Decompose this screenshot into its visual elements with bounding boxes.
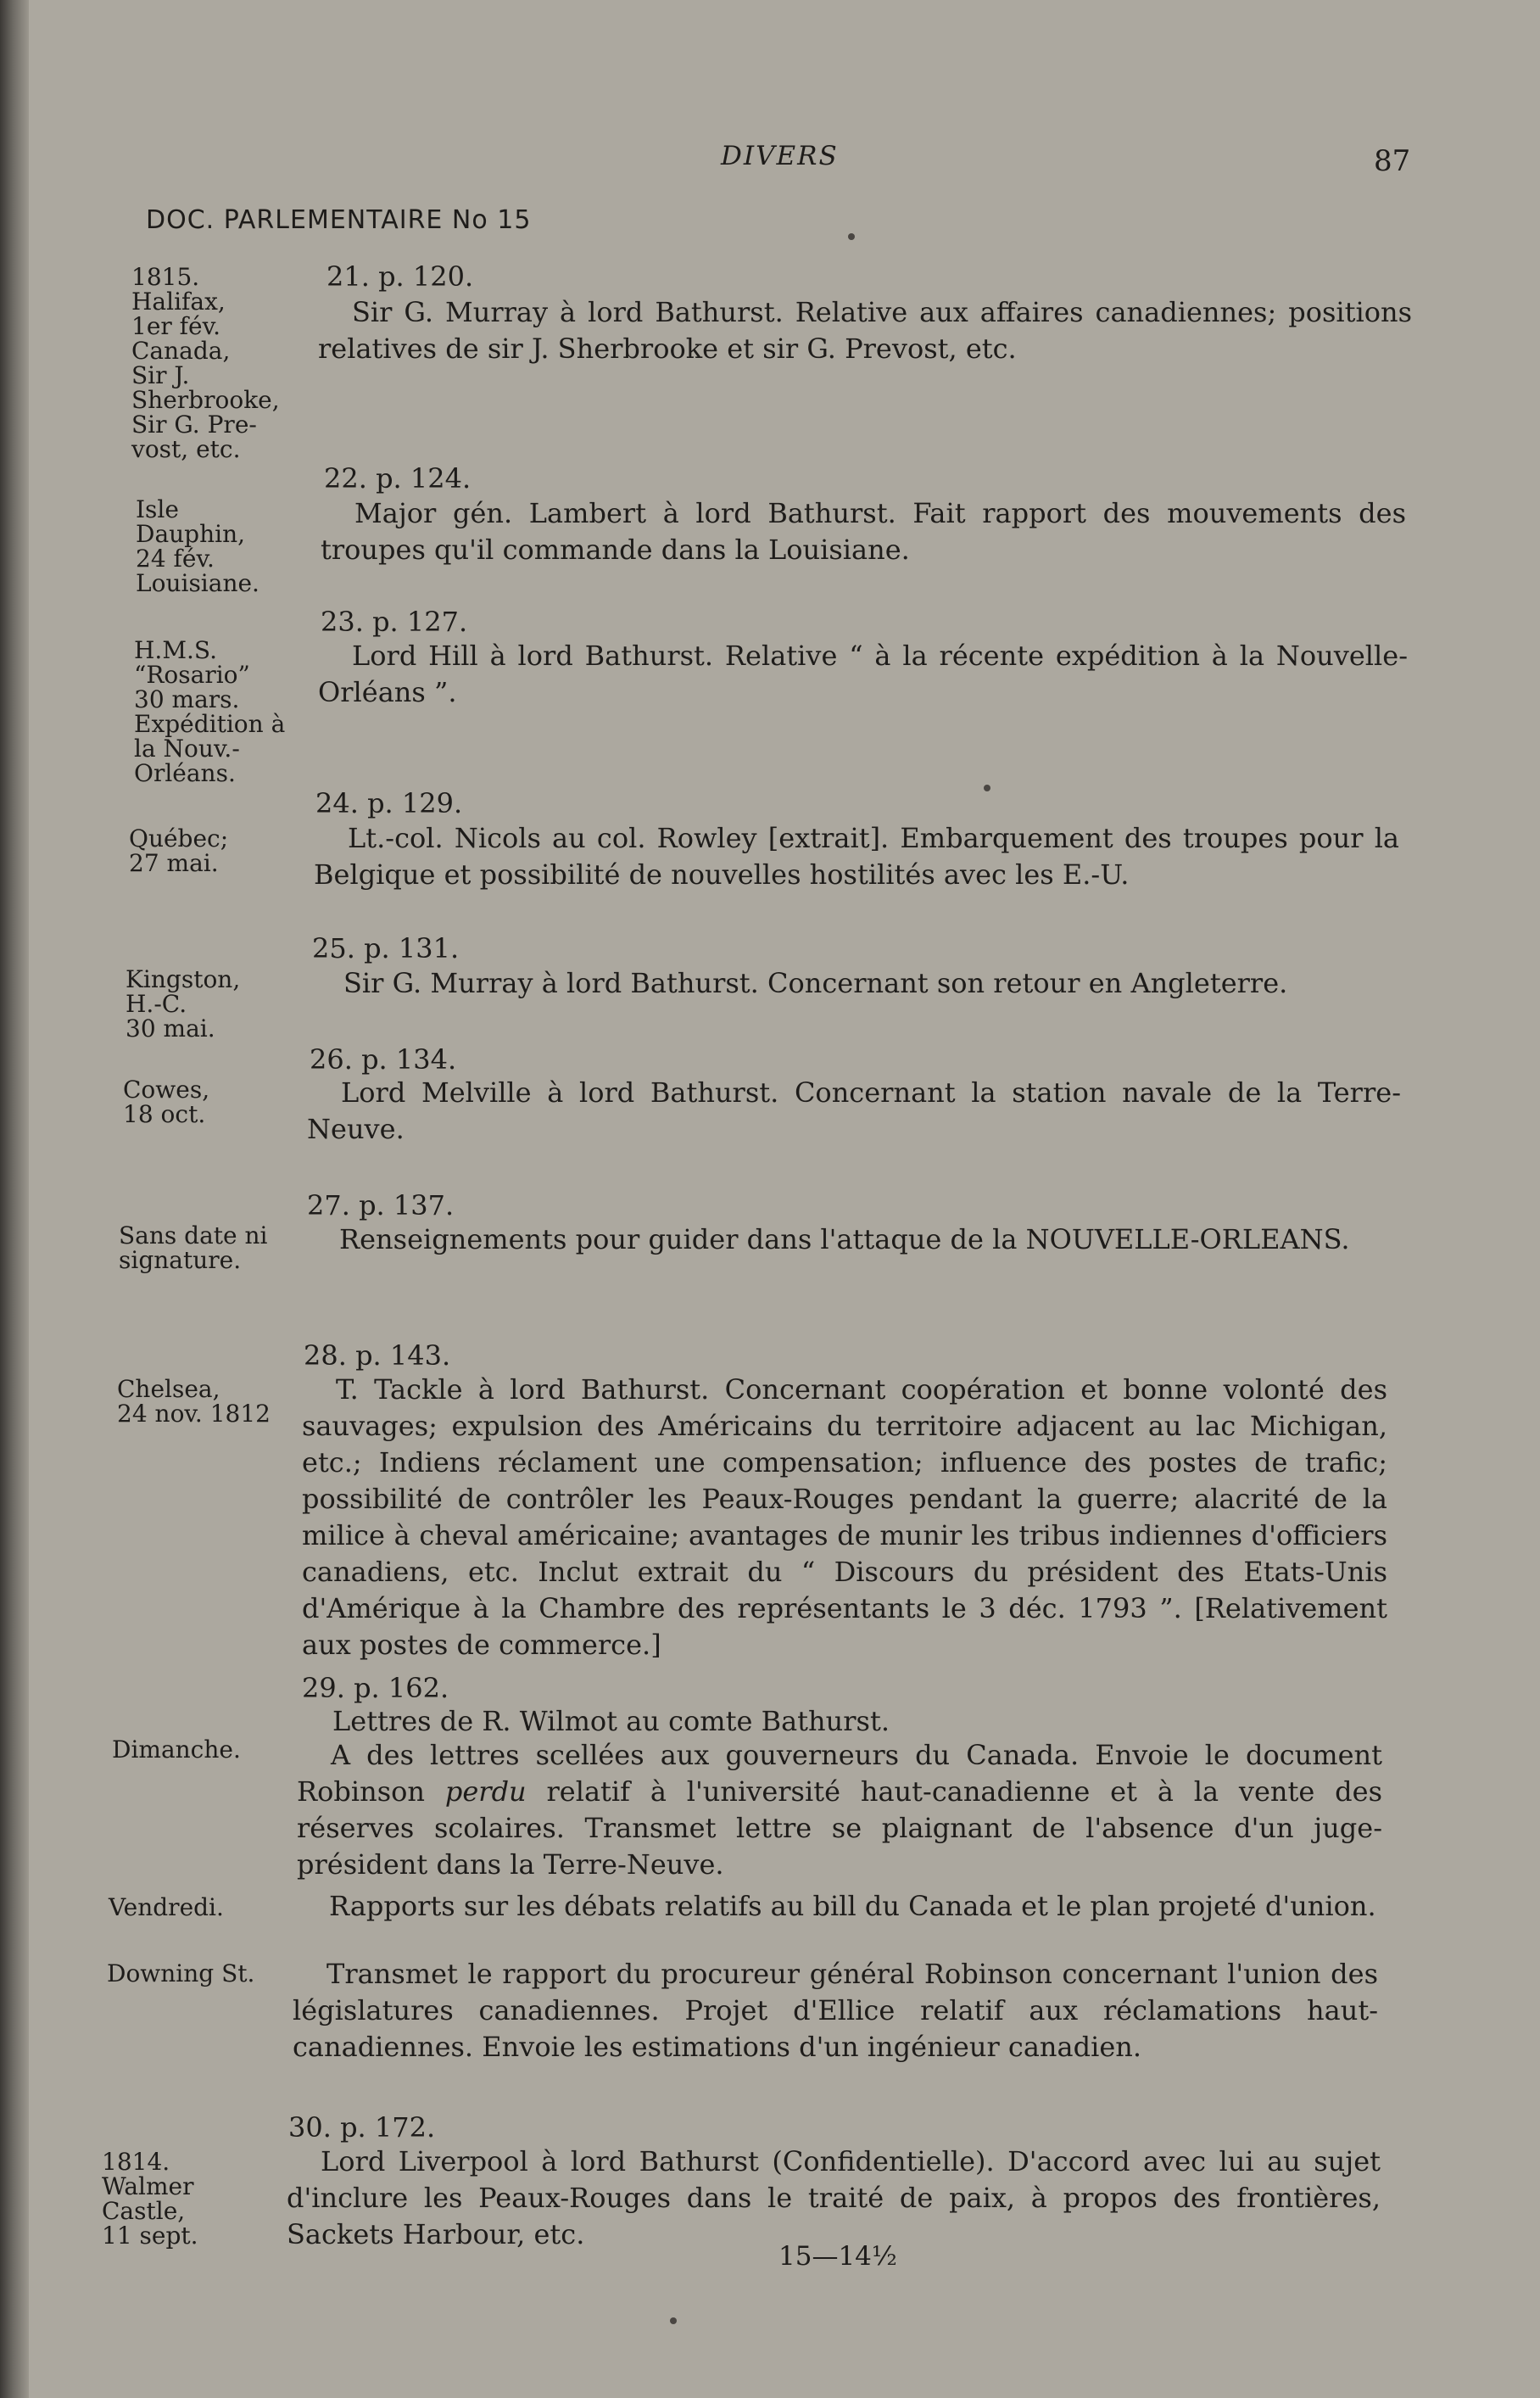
entry-ref: 23. p. 127. xyxy=(321,606,468,638)
entry-ref: 26. p. 134. xyxy=(310,1043,457,1076)
entry-ref: 29. p. 162. xyxy=(302,1672,449,1704)
margin-note: Isle Dauphin, 24 fév. Louisiane. xyxy=(136,495,259,597)
book-spine-shadow xyxy=(0,0,29,2398)
margin-note: 1815. Halifax, 1er fév. Canada, Sir J. Sherbrooke, Sir G. Pre- vost, etc. xyxy=(131,263,280,463)
entry-text: Lord Hill à lord Bathurst. Relative “ à la récente expédition à la Nouvelle-Orléans ”. xyxy=(318,640,1408,708)
doc-label: DOC. PARLEMENTAIRE No 15 xyxy=(146,205,532,235)
entry-text: Lt.-col. Nicols au col. Rowley [extrait]. Embarquement des troupes pour la Belgique et possibilité de nouvelles hostilités avec les E.-U. xyxy=(314,822,1399,891)
entry-intro: Lettres de R. Wilmot au comte Bathurst. xyxy=(332,1705,890,1737)
entry-text: Renseignements pour guider dans l'attaque de la NOUVELLE-ORLEANS. xyxy=(339,1223,1350,1255)
margin-note: Vendredi. xyxy=(109,1893,224,1921)
ink-speck xyxy=(848,233,855,240)
ink-speck xyxy=(670,2317,677,2324)
entry-text xyxy=(297,1737,1382,1883)
margin-note: Québec; 27 mai. xyxy=(129,824,229,877)
entry-text: Major gén. Lambert à lord Bathurst. Fait rapport des mouvements des troupes qu'il commande dans la Louisiane. xyxy=(321,497,1406,566)
italic-word: perdu xyxy=(444,1775,527,1808)
entry-ref: 28. p. 143. xyxy=(304,1339,451,1372)
entry-ref: 25. p. 131. xyxy=(312,932,460,964)
margin-note: Sans date ni signature. xyxy=(119,1221,268,1274)
margin-note: Downing St. xyxy=(107,1959,255,1987)
page-number: 87 xyxy=(1374,144,1411,178)
entry-text: T. Tackle à lord Bathurst. Concernant coopération et bonne volonté des sauvages; expulsion des Américains du territoire adjacent au lac Michigan, etc.; Indiens réclament une compensation; influence des postes de trafic; possibilité de contrôler les Peaux-Rouges pendant la guerre; alacrité de la milice à cheval américaine; avantages de munir les tribus indiennes d'officiers canadiens, etc. Inclut extrait du “ Discours du président des Etats-Unis d'Amérique à la Chambre des représentants le 3 déc. 1793 ”. [Relativement aux postes de commerce.] xyxy=(302,1373,1387,1661)
entry-text: Rapports sur les débats relatifs au bill du Canada et le plan projeté d'union. xyxy=(329,1890,1376,1922)
margin-note: Kingston, H.-C. 30 mai. xyxy=(126,965,241,1042)
ink-speck xyxy=(984,785,990,791)
margin-note: Dimanche. xyxy=(112,1736,241,1764)
entry-text: Lord Liverpool à lord Bathurst (Confidentielle). D'accord avec lui au sujet d'inclure les Peaux-Rouges dans le traité de paix, à propos des frontières, Sackets Harbour, etc. xyxy=(287,2145,1381,2250)
entry-text-part: relatif à l'université haut-canadienne et à la vente des réserves scolaires. Transmet lettre se plaignant de l'absence d'un juge-président dans la Terre-Neuve. xyxy=(297,1775,1383,1881)
entry-ref: 30. p. 172. xyxy=(288,2111,436,2144)
entry-ref: 22. p. 124. xyxy=(324,462,471,495)
margin-note: Cowes, 18 oct. xyxy=(123,1076,210,1128)
margin-note: 1814. Walmer Castle, 11 sept. xyxy=(102,2148,198,2250)
running-title: DIVERS xyxy=(721,141,839,171)
margin-note: H.M.S. “Rosario” 30 mars. Expédition à la Nouv.- Orléans. xyxy=(134,636,286,787)
entry-ref: 21. p. 120. xyxy=(326,260,474,293)
entry-text-part: A des lettres scellées aux gouverneurs du Canada. Envoie le document Robinson xyxy=(297,1739,1382,1808)
entry-ref: 24. p. 129. xyxy=(315,787,463,819)
entry-text: Sir G. Murray à lord Bathurst. Concernant son retour en Angleterre. xyxy=(343,967,1288,999)
margin-note: Chelsea, 24 nov. 1812 xyxy=(117,1375,271,1428)
footer-signature-mark: 15—14½ xyxy=(778,2241,897,2272)
entry-text: Sir G. Murray à lord Bathurst. Relative aux affaires canadiennes; positions relatives de sir J. Sherbrooke et sir G. Prevost, etc. xyxy=(318,296,1412,365)
entry-text: Transmet le rapport du procureur général Robinson concernant l'union des législatures canadiennes. Projet d'Ellice relatif aux réclamations haut-canadiennes. Envoie les estimations d'un ingénieur canadien. xyxy=(293,1958,1378,2063)
entry-ref: 27. p. 137. xyxy=(307,1189,455,1221)
entry-text: Lord Melville à lord Bathurst. Concernant la station navale de la Terre-Neuve. xyxy=(307,1076,1401,1145)
